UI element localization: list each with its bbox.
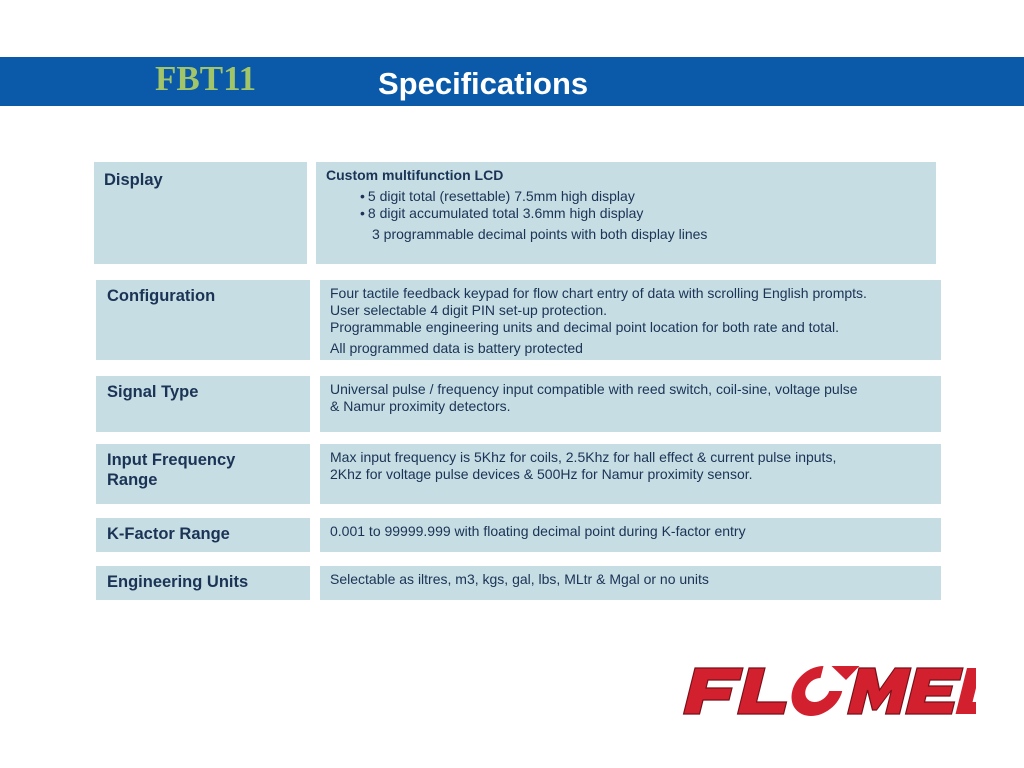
input-frequency-line-1: Max input frequency is 5Khz for coils, 2.5Khz for hall effect & current pulse inputs, <box>330 449 837 465</box>
configuration-line-1: Four tactile feedback keypad for flow chart entry of data with scrolling English prompts. <box>330 285 867 301</box>
spec-value-configuration <box>320 280 941 360</box>
spec-label-text: Engineering Units <box>107 573 249 591</box>
engineering-units-line-1: Selectable as iltres, m3, kgs, gal, lbs, MLtr & Mgal or no units <box>330 571 709 587</box>
display-bullet-2: • 8 digit accumulated total 3.6mm high display <box>326 205 926 222</box>
spec-label-text: Configuration <box>107 287 216 305</box>
flomec-logo <box>676 656 976 726</box>
configuration-line-4: All programmed data is battery protected <box>330 340 583 356</box>
spec-label-text: Display <box>104 171 163 189</box>
display-bullet-1: • 5 digit total (resettable) 7.5mm high display <box>326 188 926 205</box>
spec-value-display <box>316 162 936 264</box>
spec-label-input-frequency <box>96 444 310 504</box>
spec-label-text: K-Factor Range <box>107 525 230 543</box>
display-heading: Custom multifunction LCD <box>326 167 504 183</box>
spec-label-display <box>94 162 307 264</box>
page-title: Specifications <box>378 66 589 101</box>
spec-label-text: Signal Type <box>107 383 199 401</box>
spec-label-text-line-1: Input Frequency <box>107 451 236 469</box>
spec-label-text-line-2: Range <box>107 471 158 489</box>
input-frequency-line-2: 2Khz for voltage pulse devices & 500Hz for Namur proximity sensor. <box>330 466 753 482</box>
spec-label-signal-type <box>96 376 310 432</box>
model-name: FBT11 <box>155 59 257 98</box>
k-factor-line-1: 0.001 to 99999.999 with floating decimal point during K-factor entry <box>330 523 746 539</box>
spec-value-k-factor <box>320 518 941 552</box>
spec-label-engineering-units <box>96 566 310 600</box>
signal-type-line-1: Universal pulse / frequency input compatible with reed switch, coil-sine, voltage pulse <box>330 381 858 397</box>
spec-value-engineering-units <box>320 566 941 600</box>
spec-value-signal-type <box>320 376 941 432</box>
spec-value-input-frequency <box>320 444 941 504</box>
spec-label-k-factor <box>96 518 310 552</box>
configuration-line-3: Programmable engineering units and decimal point location for both rate and total. <box>330 319 839 335</box>
display-note: 3 programmable decimal points with both display lines <box>372 226 708 242</box>
configuration-line-2: User selectable 4 digit PIN set-up protection. <box>330 302 608 318</box>
signal-type-line-2: & Namur proximity detectors. <box>330 398 511 414</box>
spec-label-configuration <box>96 280 310 360</box>
